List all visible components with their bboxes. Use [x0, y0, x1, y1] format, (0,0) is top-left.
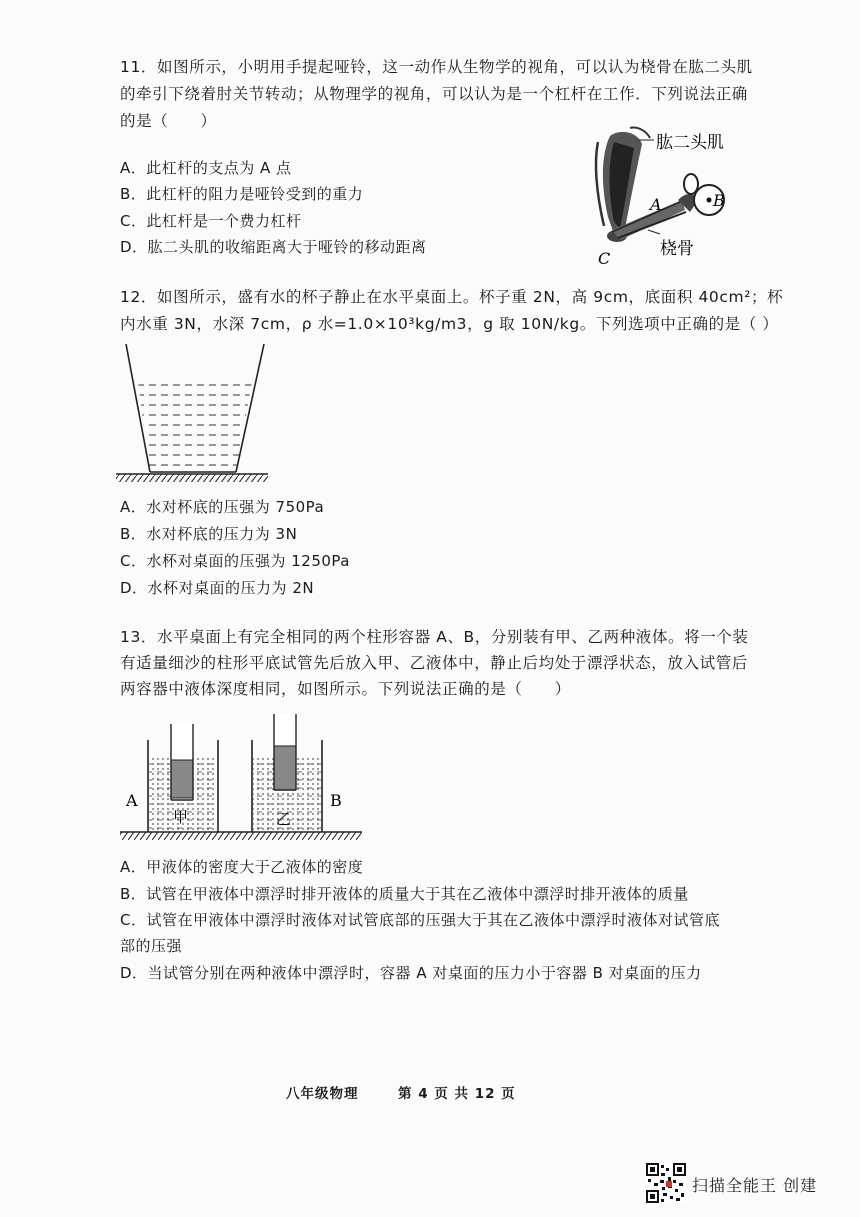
q13-option-c-continued: 部的压强	[120, 937, 183, 955]
q11-option-a[interactable]: A．此杠杆的支点为 A 点	[120, 159, 292, 177]
q12-option-c[interactable]: C．水杯对桌面的压强为 1250Pa	[120, 552, 350, 570]
label-point-b: B	[713, 191, 725, 210]
watermark-text: 扫描全能王 创建	[692, 1176, 818, 1195]
q13-option-c[interactable]: C．试管在甲液体中漂浮时液体对试管底部的压强大于其在乙液体中漂浮时液体对试管底	[120, 911, 720, 929]
label-point-c: C	[598, 249, 611, 268]
q11-line-3: 的是（ ）	[120, 112, 217, 130]
q12-line-1: 12．如图所示，盛有水的杯子静止在水平桌面上。杯子重 2N，高 9cm，底面积 40cm²；杯	[120, 288, 784, 306]
label-liquid-jia: 甲	[173, 808, 189, 826]
q13-option-d[interactable]: D．当试管分别在两种液体中漂浮时，容器 A 对桌面的压力小于容器 B 对桌面的压力	[120, 964, 702, 982]
water-fill	[138, 382, 252, 472]
q13-option-a[interactable]: A．甲液体的密度大于乙液体的密度	[120, 858, 364, 876]
footer-subject: 八年级物理	[286, 1086, 359, 1102]
label-biceps: 肱二头肌	[656, 133, 724, 153]
q13-line-3: 两容器中液体深度相同，如图所示。下列说法正确的是（ ）	[120, 680, 571, 698]
q12-option-b[interactable]: B．水对杯底的压力为 3N	[120, 525, 298, 543]
q12-option-d[interactable]: D．水杯对桌面的压力为 2N	[120, 579, 315, 597]
q12-option-a[interactable]: A．水对杯底的压强为 750Pa	[120, 498, 325, 516]
q11-option-b[interactable]: B．此杠杆的阻力是哑铃受到的重力	[120, 185, 364, 203]
footer-page-number: 第 4 页 共 12 页	[398, 1086, 516, 1102]
label-radius-bone: 桡骨	[660, 239, 694, 259]
qr-code-icon	[646, 1163, 686, 1203]
label-container-a: A	[126, 791, 138, 810]
table-hatching	[120, 832, 362, 840]
q11-option-d[interactable]: D．肱二头肌的收缩距离大于哑铃的移动距离	[120, 238, 427, 256]
q11-option-c[interactable]: C．此杠杆是一个费力杠杆	[120, 212, 302, 230]
test-tube-figure	[116, 712, 366, 842]
label-point-a: A	[650, 195, 662, 214]
q13-line-1: 13．水平桌面上有完全相同的两个柱形容器 A、B，分别装有甲、乙两种液体。将一个装	[120, 628, 749, 646]
label-container-b: B	[330, 791, 342, 810]
arm-lever-figure	[590, 122, 750, 272]
q13-option-b[interactable]: B．试管在甲液体中漂浮时排开液体的质量大于其在乙液体中漂浮时排开液体的质量	[120, 885, 689, 903]
q12-line-2: 内水重 3N，水深 7cm，ρ 水=1.0×10³kg/m3，g 取 10N/kg。下列选项中正确的是（ ）	[120, 315, 779, 333]
q13-line-2: 有适量细沙的柱形平底试管先后放入甲、乙液体中，静止后均处于漂浮状态，放入试管后	[120, 654, 748, 672]
label-liquid-yi: 乙	[276, 810, 292, 828]
water-cup-figure	[112, 340, 272, 490]
q11-line-2: 的牵引下绕着肘关节转动；从物理学的视角，可以认为是一个杠杆在工作．下列说法正确	[120, 85, 748, 103]
q11-line-1: 11．如图所示，小明用手提起哑铃，这一动作从生物学的视角，可以认为桡骨在肱二头肌	[120, 58, 753, 76]
table-hatching	[116, 474, 268, 482]
